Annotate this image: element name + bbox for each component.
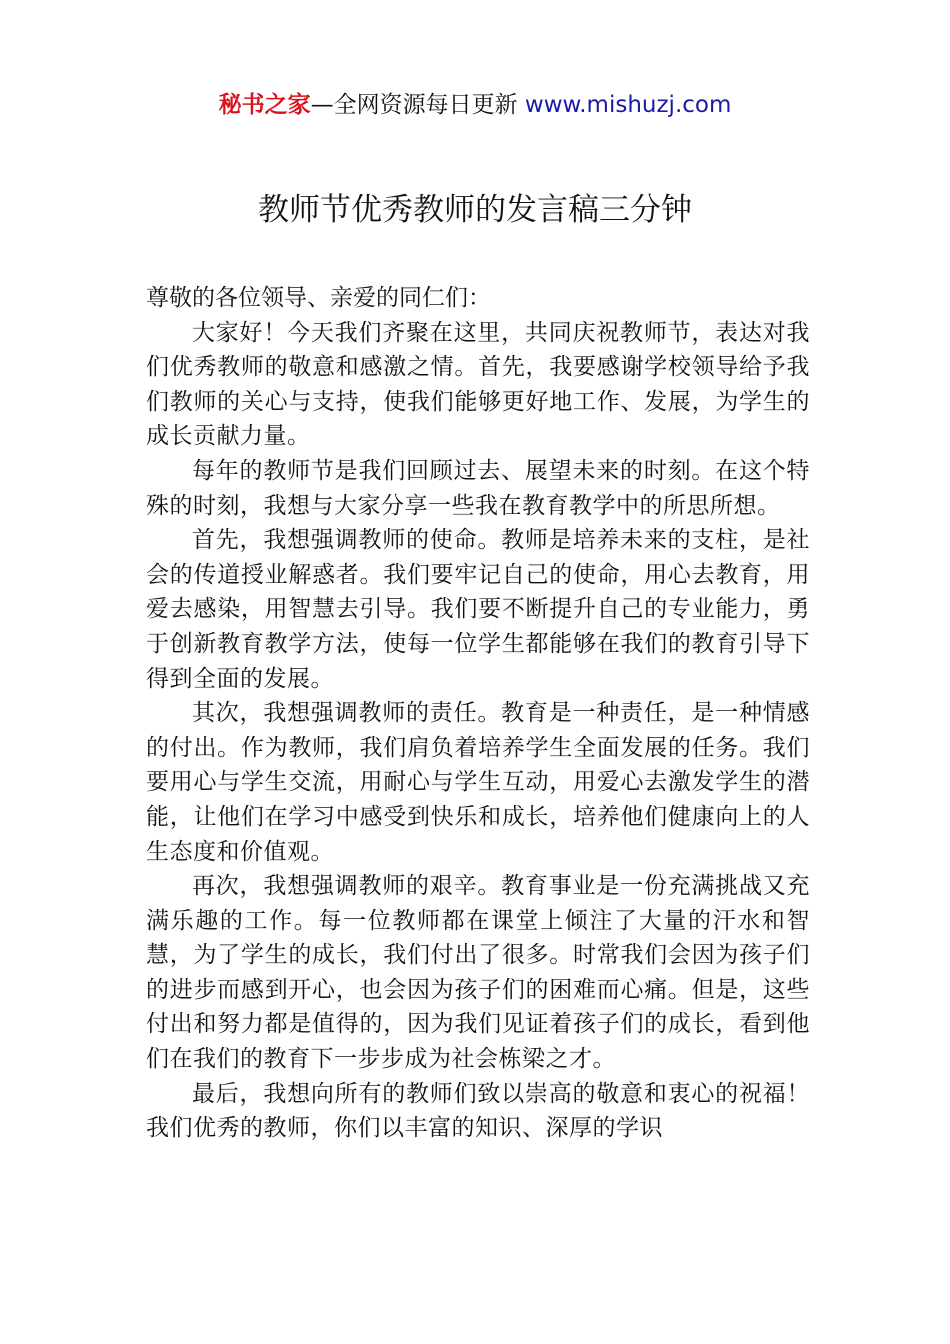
salutation: 尊敬的各位领导、亲爱的同仁们：: [146, 285, 491, 311]
site-url-link[interactable]: www.mishuzj.com: [524, 92, 732, 118]
paragraph-2: 每年的教师节是我们回顾过去、展望未来的时刻。在这个特殊的时刻，我想与大家分享一些我在教育教学中的所思所想。: [146, 457, 810, 519]
site-brand: 秘书之家: [218, 92, 311, 118]
document-body: [146, 281, 810, 1146]
paragraph-1: 大家好！今天我们齐聚在这里，共同庆祝教师节，表达对我们优秀教师的敬意和感激之情。首先，我要感谢学校领导给予我们教师的关心与支持，使我们能够更好地工作、发展，为学生的成长贡献力量。: [146, 319, 810, 450]
paragraph-6: 最后，我想向所有的教师们致以崇高的敬意和衷心的祝福！我们优秀的教师，你们以丰富的知识、深厚的学识: [146, 1080, 810, 1142]
site-header: [0, 88, 950, 122]
site-tagline: —全网资源每日更新: [310, 92, 525, 118]
paragraph-5: 再次，我想强调教师的艰辛。教育事业是一份充满挑战又充满乐趣的工作。每一位教师都在课堂上倾注了大量的汗水和智慧，为了学生的成长，我们付出了很多。时常我们会因为孩子们的进步而感到开心，也会因为孩子们的困难而心痛。但是，这些付出和努力都是值得的，因为我们见证着孩子们的成长，看到他们在我们的教育下一步步成为社会栋梁之才。: [146, 873, 810, 1073]
paragraph-4: 其次，我想强调教师的责任。教育是一种责任，是一种情感的付出。作为教师，我们肩负着培养学生全面发展的任务。我们要用心与学生交流，用耐心与学生互动，用爱心去激发学生的潜能，让他们在学习中感受到快乐和成长，培养他们健康向上的人生态度和价值观。: [146, 700, 810, 865]
paragraph-3: 首先，我想强调教师的使命。教师是培养未来的支柱，是社会的传道授业解惑者。我们要牢记自己的使命，用心去教育，用爱去感染，用智慧去引导。我们要不断提升自己的专业能力，勇于创新教育教学方法，使每一位学生都能够在我们的教育引导下得到全面的发展。: [146, 527, 810, 692]
document-title: 教师节优秀教师的发言稿三分钟: [258, 192, 692, 228]
